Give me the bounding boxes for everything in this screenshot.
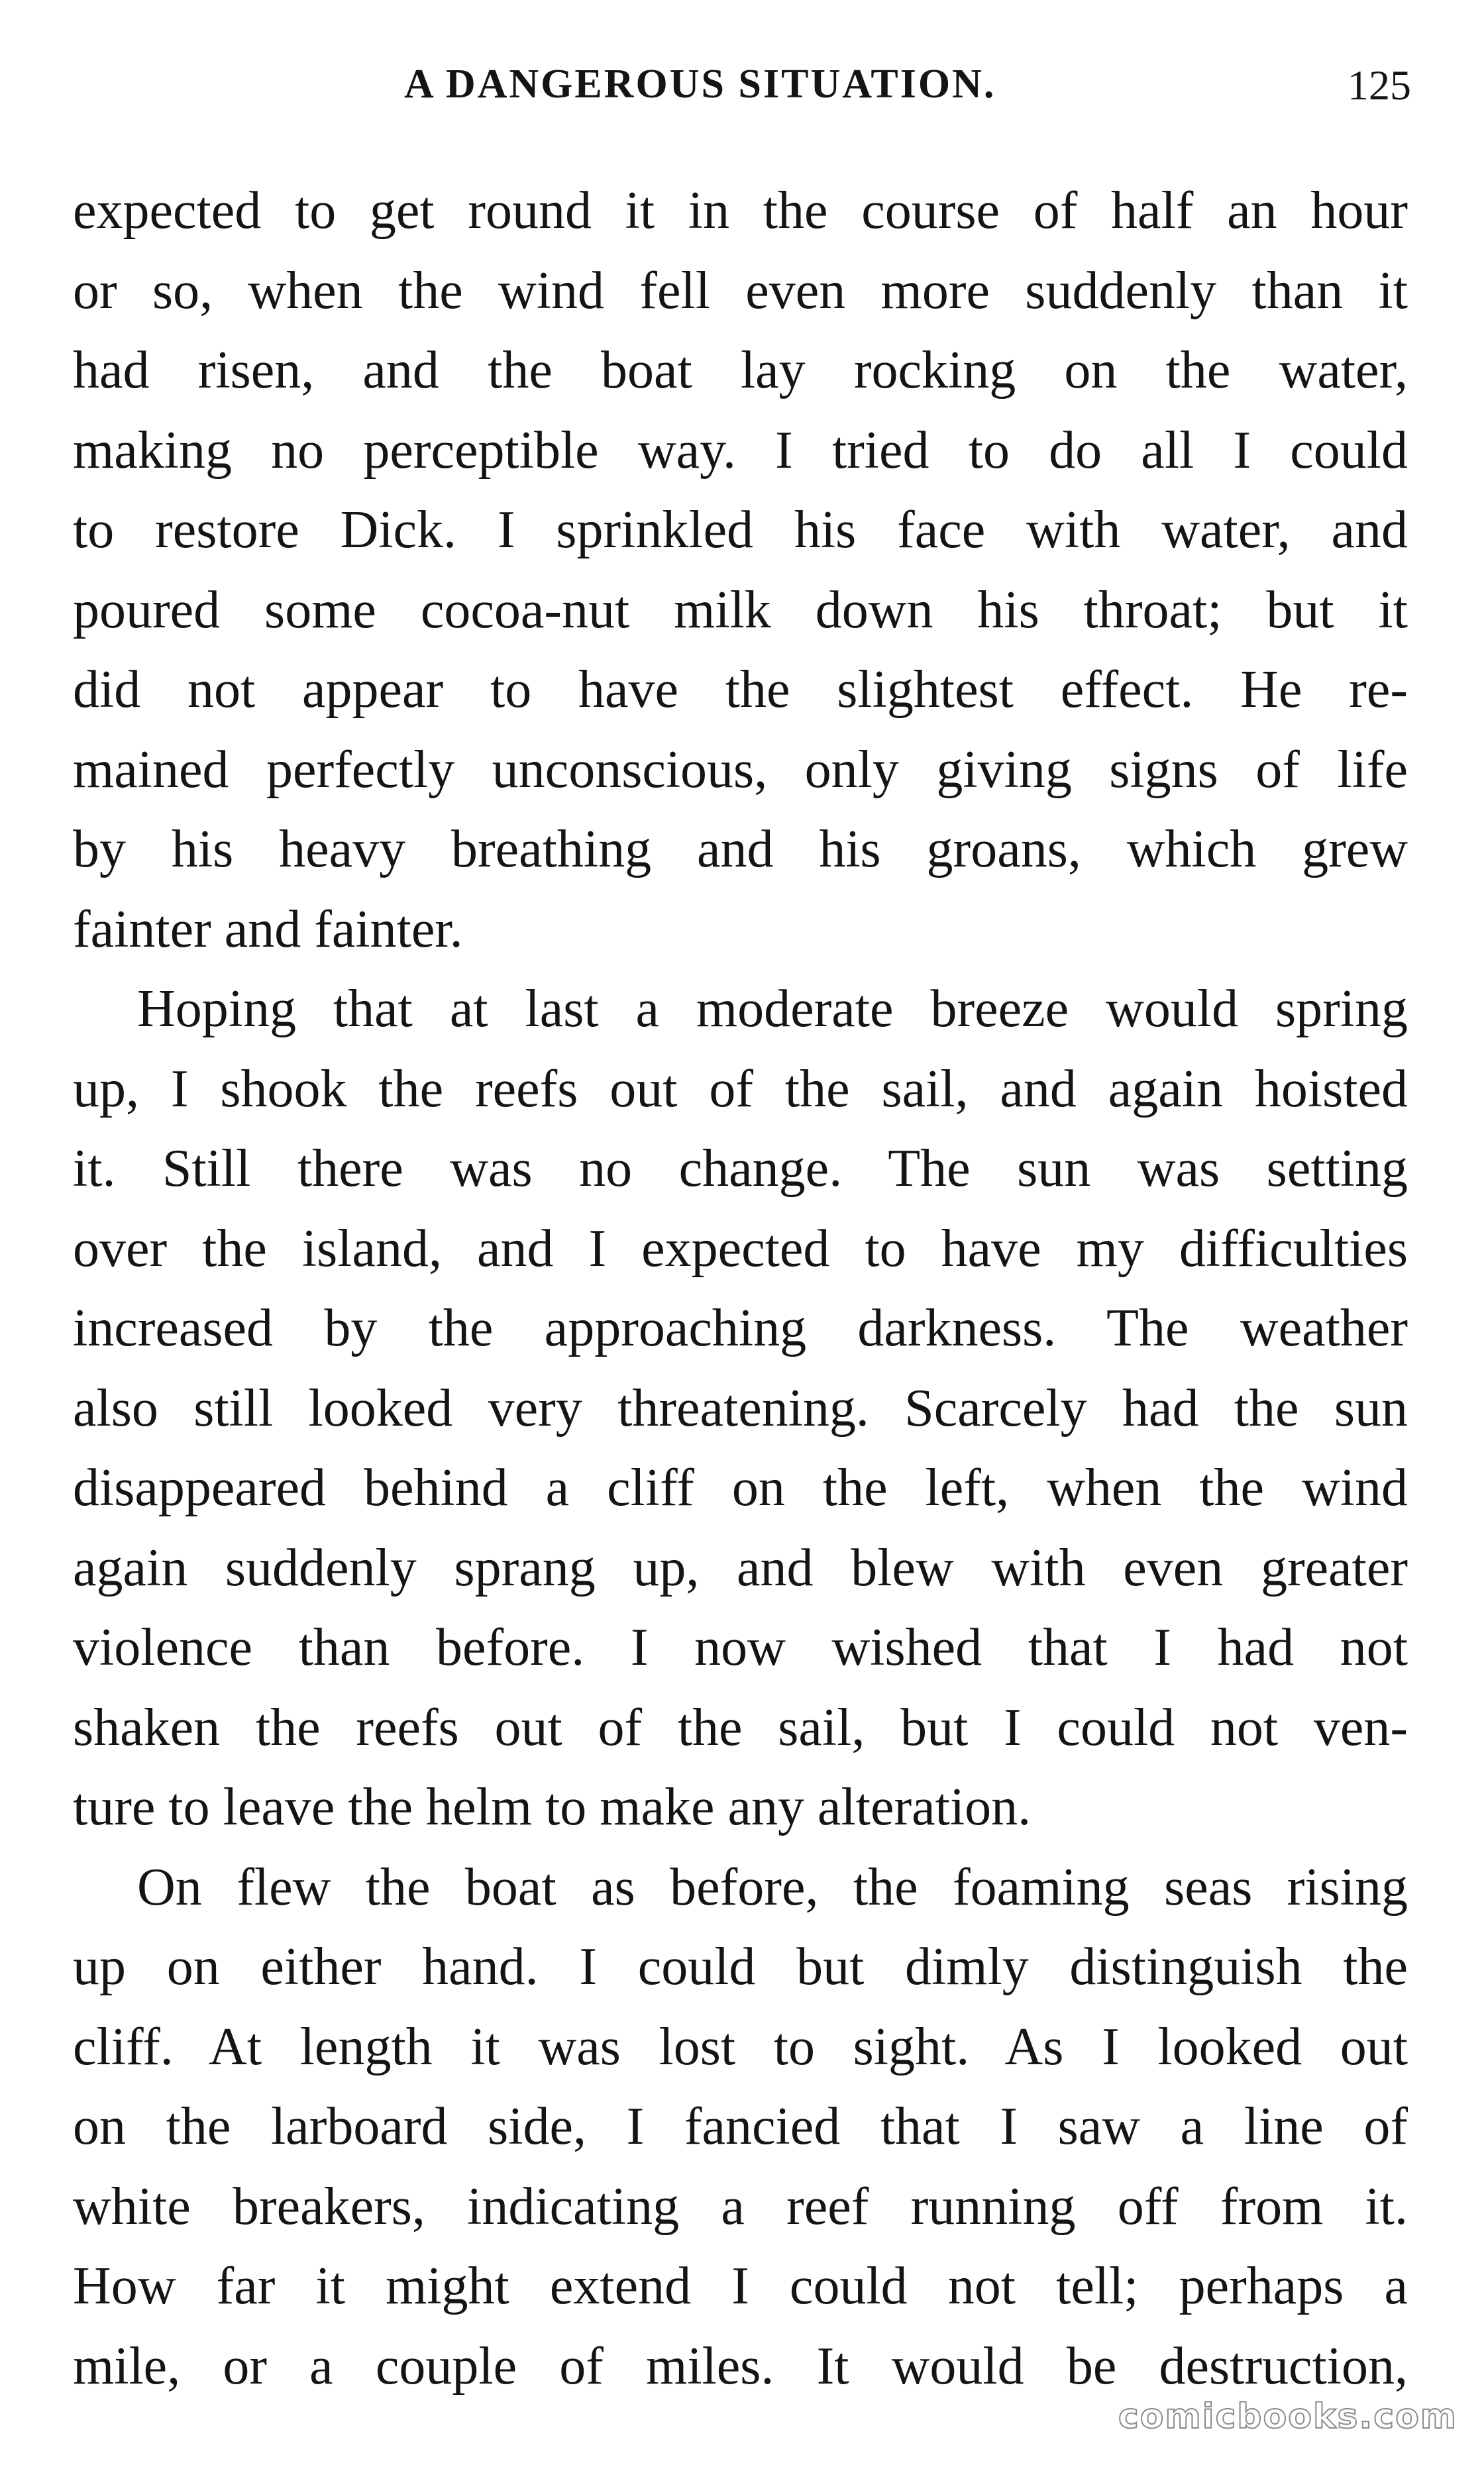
text-line: disappeared behind a cliff on the left, when the wind bbox=[73, 1459, 1408, 1517]
text-line: or so, when the wind fell even more suddenly than it bbox=[73, 261, 1408, 320]
page-number: 125 bbox=[1348, 62, 1411, 109]
running-title: A DANGEROUS SITUATION. bbox=[404, 62, 996, 107]
text-line: did not appear to have the slightest effect. He re- bbox=[73, 660, 1408, 719]
text-line: also still looked very threatening. Scarcely had the sun bbox=[73, 1379, 1408, 1438]
text-line: How far it might extend I could not tell; perhaps a bbox=[73, 2257, 1408, 2315]
text-line: on the larboard side, I fancied that I saw a line of bbox=[73, 2097, 1408, 2156]
text-line: mained perfectly unconscious, only giving signs of life bbox=[73, 740, 1408, 799]
text-line: up, I shook the reefs out of the sail, and again hoisted bbox=[73, 1059, 1408, 1118]
text-line: white breakers, indicating a reef running off from it. bbox=[73, 2177, 1408, 2236]
text-line: making no perceptible way. I tried to do all I could bbox=[73, 421, 1408, 480]
text-line: violence than before. I now wished that I had not bbox=[73, 1618, 1408, 1677]
text-line: ture to leave the helm to make any alteration. bbox=[73, 1778, 1032, 1836]
text-line: Hoping that at last a moderate breeze would spring bbox=[137, 980, 1408, 1038]
text-line: shaken the reefs out of the sail, but I could not ven- bbox=[73, 1698, 1408, 1757]
text-line: increased by the approaching darkness. The weather bbox=[73, 1299, 1408, 1357]
text-line: again suddenly sprang up, and blew with even greater bbox=[73, 1538, 1408, 1597]
text-line: had risen, and the boat lay rocking on the water, bbox=[73, 341, 1408, 399]
text-line: up on either hand. I could but dimly distinguish the bbox=[73, 1938, 1408, 1996]
text-line: On flew the boat as before, the foaming seas rising bbox=[137, 1858, 1408, 1917]
running-header bbox=[404, 61, 1431, 114]
text-line: mile, or a couple of miles. It would be destruction, bbox=[73, 2337, 1408, 2395]
text-line: it. Still there was no change. The sun was setting bbox=[73, 1139, 1408, 1198]
text-line: to restore Dick. I sprinkled his face with water, and bbox=[73, 501, 1408, 559]
text-line: fainter and fainter. bbox=[73, 900, 463, 959]
watermark: comicbooks.com bbox=[1118, 2397, 1458, 2437]
text-line: cliff. At length it was lost to sight. As I looked out bbox=[73, 2017, 1408, 2076]
text-line: poured some cocoa-nut milk down his throat; but it bbox=[73, 580, 1408, 639]
text-line: expected to get round it in the course of half an hour bbox=[73, 182, 1408, 240]
text-line: by his heavy breathing and his groans, which grew bbox=[73, 820, 1408, 878]
text-line: over the island, and I expected to have my difficulties bbox=[73, 1219, 1408, 1278]
body-text bbox=[73, 171, 1408, 2406]
